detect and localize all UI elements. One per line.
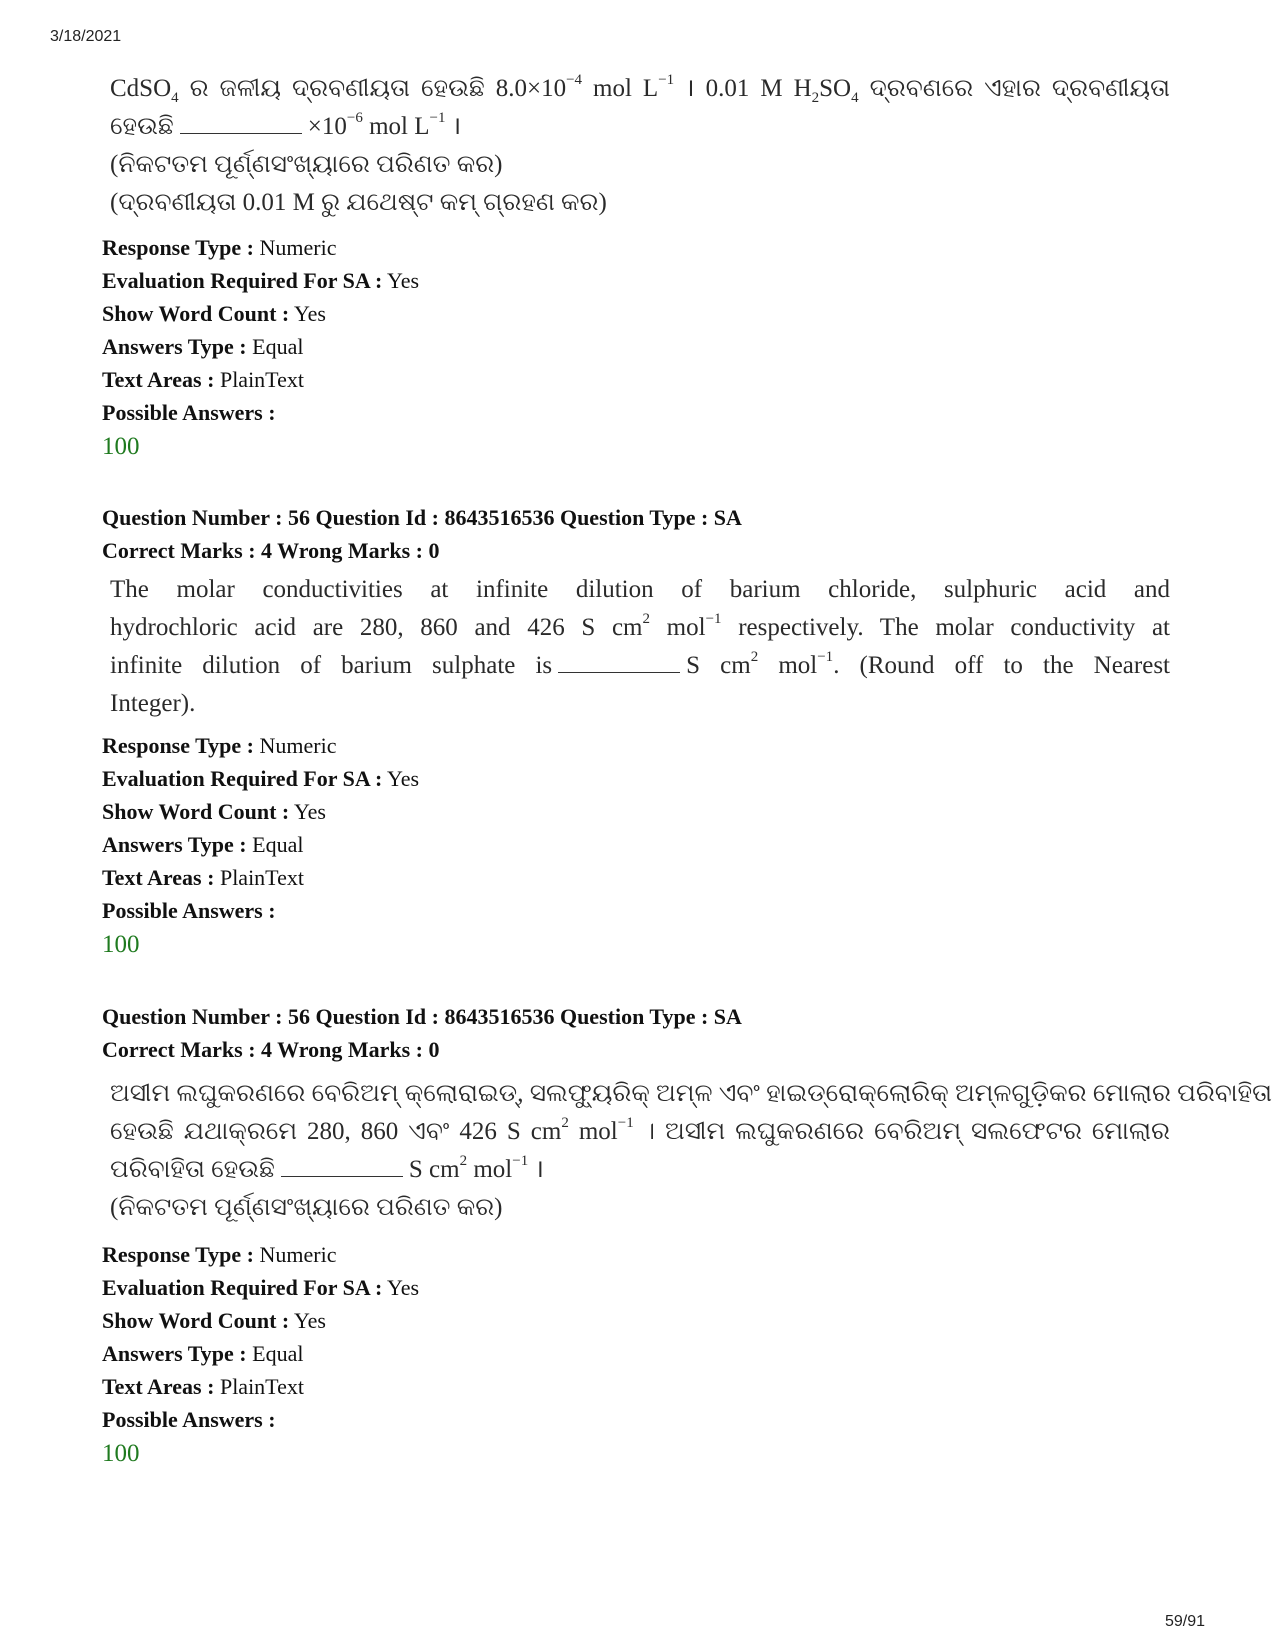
question-line: ଅସୀମ ଲଘୁକରଣରେ ବେରିଅମ୍ କ୍ଲୋରାଇଡ୍, ସଲଫ୍ୟୁରିକ୍ ଅମ୍ଳ ଏବଂ ହାଇଡ୍ରୋକ୍ଲୋରିକ୍ ଅମ୍ଳଗୁଡ଼ିକର ମୋଲାର ପରିବାହିତା [110, 1080, 1273, 1107]
show-word-count-value: Yes [293, 799, 326, 824]
meta-label: Evaluation Required For SA : [102, 268, 383, 293]
question-line: (ନିକଟତମ ପୂର୍ଣ୍ଣସଂଖ୍ୟାରେ ପରିଣତ କର) [110, 151, 503, 178]
meta-label: Answers Type : [102, 334, 247, 359]
meta-label: Evaluation Required For SA : [102, 1275, 383, 1300]
meta-label: Possible Answers : [102, 1407, 276, 1432]
meta-label: Text Areas : [102, 865, 215, 890]
show-word-count-value: Yes [293, 1308, 326, 1333]
question-line: (ନିକଟତମ ପୂର୍ଣ୍ଣସଂଖ୍ୟାରେ ପରିଣତ କର) [110, 1194, 503, 1221]
text-areas-value: PlainText [219, 865, 304, 890]
question-meta-1 [102, 231, 419, 465]
answers-type-value: Equal [252, 334, 304, 359]
question-line: ପରିବାହିତା ହେଉଛି S $cm^2$ mol$^{-1}$ । [110, 1152, 544, 1183]
question-line: The molar conductivities at infinite dilution of barium chloride, sulphuric acid and [110, 576, 1170, 603]
question-meta-3 [102, 1238, 419, 1472]
question-line: (ଦ୍ରବଣୀୟତା 0.01 M ରୁ ଯଥେଷ୍ଟ କମ୍ ଗ୍ରହଣ କର) [110, 189, 607, 216]
meta-label: Answers Type : [102, 832, 247, 857]
text-areas-value: PlainText [219, 367, 304, 392]
meta-label: Show Word Count : [102, 301, 290, 326]
meta-label: Text Areas : [102, 1374, 215, 1399]
meta-label: Answers Type : [102, 1341, 247, 1366]
evaluation-required-value: Yes [387, 766, 420, 791]
text-areas-value: PlainText [219, 1374, 304, 1399]
question-number-line: Question Number : 56 Question Id : 8643516536 Question Type : SA [102, 505, 742, 530]
question-text-odia-1 [110, 70, 1170, 222]
meta-label: Possible Answers : [102, 400, 276, 425]
show-word-count-value: Yes [293, 301, 326, 326]
response-type-value: Numeric [259, 733, 337, 758]
response-type-value: Numeric [259, 1242, 337, 1267]
question-line: ହେଉଛି $\times 10^{-6}$ mol $L^{-1}$ । [110, 109, 462, 140]
possible-answer: 100 [102, 931, 140, 958]
answers-type-value: Equal [252, 832, 304, 857]
meta-label: Response Type : [102, 1242, 254, 1267]
question-marks-line: Correct Marks : 4 Wrong Marks : 0 [102, 1037, 440, 1062]
meta-label: Text Areas : [102, 367, 215, 392]
question-number-line: Question Number : 56 Question Id : 8643516536 Question Type : SA [102, 1004, 742, 1029]
meta-label: Response Type : [102, 235, 254, 260]
question-line: ହେଉଛି ଯଥାକ୍ରମେ 280, 860 ଏବଂ 426 S $cm^2$ mol$^{-1}$ । ଅସୀମ ଲଘୁକରଣରେ ବେରିଅମ୍ ସଲଫେଟର ମୋଲାର [110, 1114, 1170, 1145]
evaluation-required-value: Yes [387, 1275, 420, 1300]
question-header-1 [102, 501, 742, 567]
question-line: hydrochloric acid are 280, 860 and 426 S $cm^2$ mol$^{-1}$ respectively. The molar conductivity at [110, 610, 1170, 641]
answer-blank [180, 113, 302, 134]
meta-label: Evaluation Required For SA : [102, 766, 383, 791]
page-number: 59/91 [1164, 1613, 1205, 1630]
meta-label: Show Word Count : [102, 799, 290, 824]
possible-answer: 100 [102, 433, 140, 460]
answer-blank [281, 1156, 403, 1177]
question-line: Integer). [110, 690, 196, 717]
possible-answer: 100 [102, 1440, 140, 1467]
question-line: CdSO$_4$ ର ଜଳୀୟ ଦ୍ରବଣୀୟତା ହେଉଛି $8.0\times 10^{-4}$ mol $L^{-1}$ । 0.01 M $H_2SO_4$ ଦ୍ରବଣରେ ଏହାର ଦ୍ରବଣୀୟତା [110, 71, 1170, 106]
answers-type-value: Equal [252, 1341, 304, 1366]
question-text-english [110, 571, 1170, 723]
question-marks-line: Correct Marks : 4 Wrong Marks : 0 [102, 538, 440, 563]
question-header-2 [102, 1000, 742, 1066]
page-date: 3/18/2021 [50, 28, 122, 45]
response-type-value: Numeric [259, 235, 337, 260]
answer-blank [558, 652, 680, 673]
question-text-odia-2 [110, 1075, 1273, 1227]
question-meta-2 [102, 729, 419, 963]
meta-label: Possible Answers : [102, 898, 276, 923]
meta-label: Show Word Count : [102, 1308, 290, 1333]
evaluation-required-value: Yes [387, 268, 420, 293]
meta-label: Response Type : [102, 733, 254, 758]
question-line: infinite dilution of barium sulphate is S $cm^2$ mol$^{-1}$. (Round off to the Nearest [110, 648, 1170, 679]
